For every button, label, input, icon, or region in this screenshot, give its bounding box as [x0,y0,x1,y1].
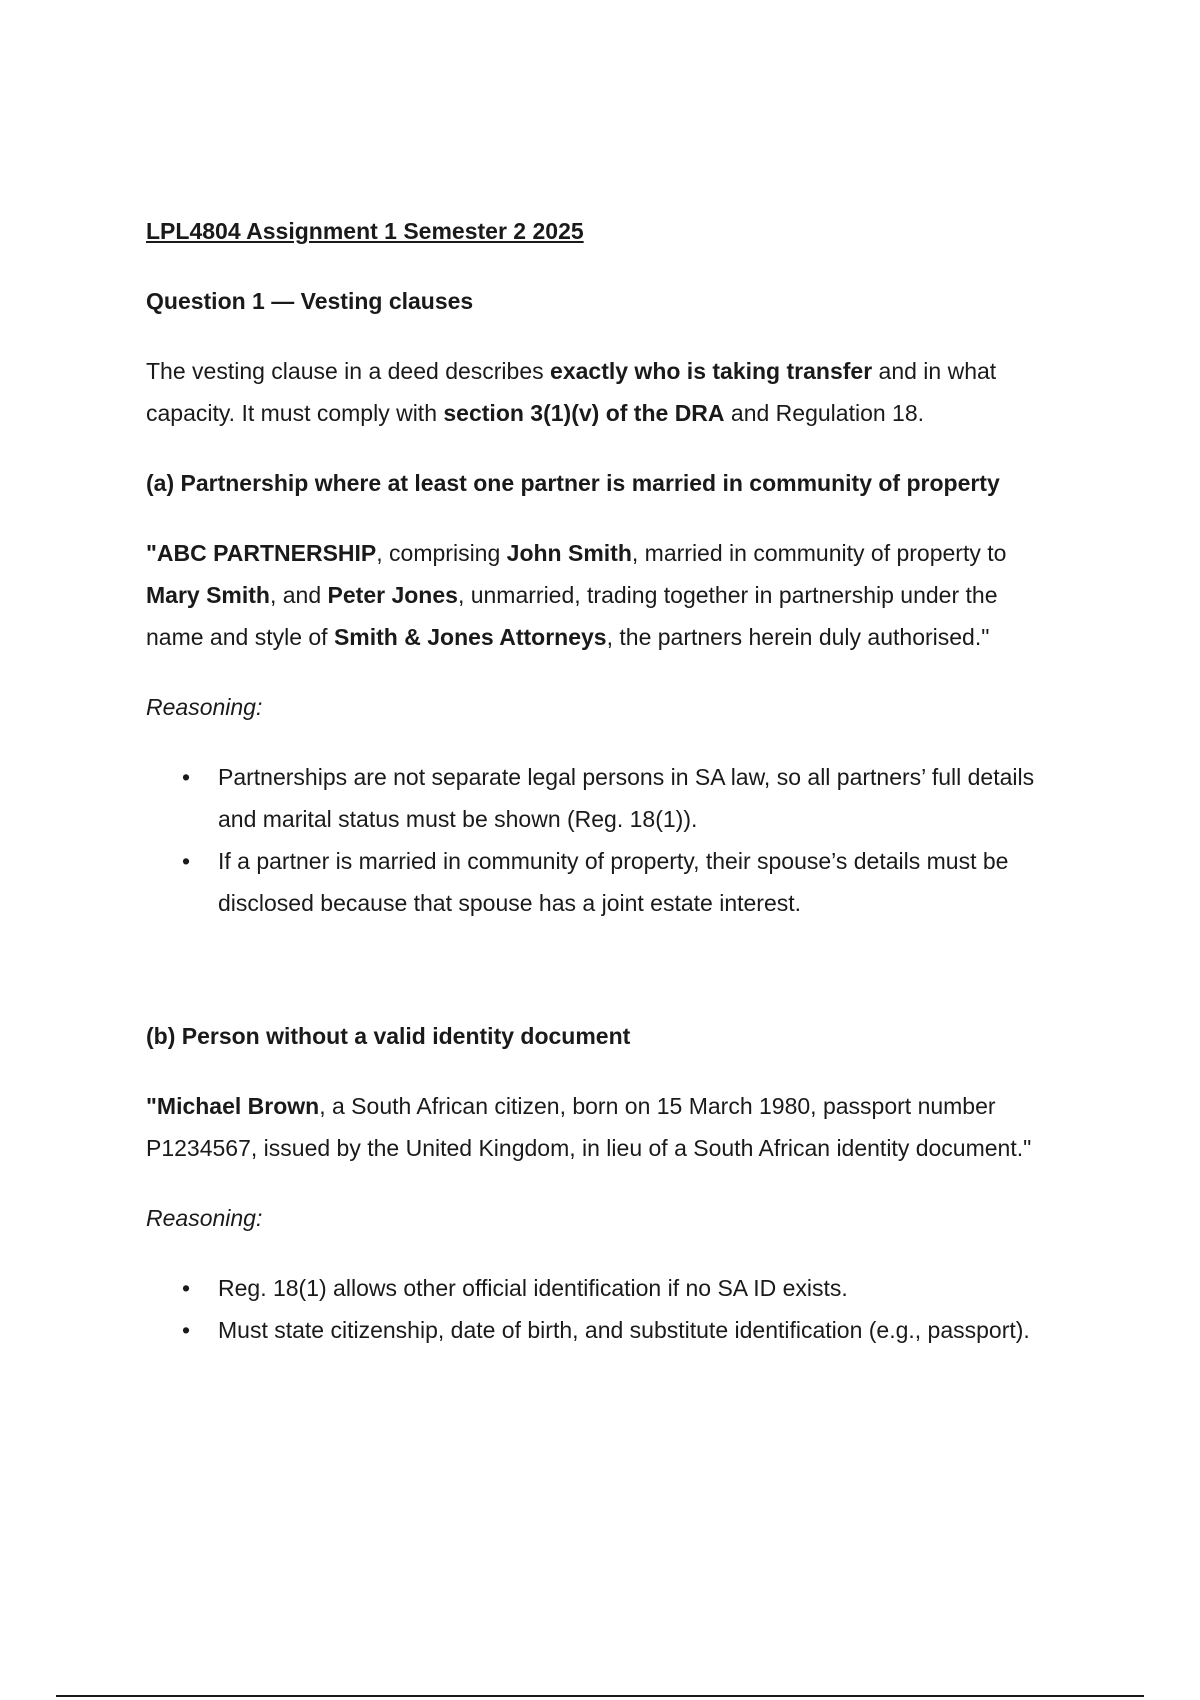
question-heading: Question 1 — Vesting clauses [146,288,474,314]
part-a-clause [146,532,1086,658]
list-item-text: and marital status must be shown (Reg. 18(1)). [218,806,698,832]
clause-text: , and [269,582,328,608]
bullet-icon: • [182,1317,191,1343]
list-item [146,1267,1086,1309]
bullet-icon: • [182,1275,191,1301]
bottom-divider [56,1695,1144,1697]
clause-bold: "Michael Brown [146,1093,320,1119]
list-item [146,1309,1086,1351]
clause-text: , a South African citizen, born on 15 March 1980, passport number [319,1093,996,1119]
list-item-text: Reg. 18(1) allows other official identification if no SA ID exists. [218,1275,848,1301]
part-a-reasoning-list [146,756,1086,924]
intro-bold: section 3(1)(v) of the DRA [443,400,725,426]
clause-text: , the partners herein duly authorised." [606,624,990,650]
list-item-text: Must state citizenship, date of birth, and substitute identification (e.g., passport). [218,1317,1030,1343]
document-page [146,210,1086,1351]
clause-text: , married in community of property to [631,540,1007,566]
list-item-text: Partnerships are not separate legal persons in SA law, so all partners’ full details [218,764,1035,790]
clause-bold: "ABC PARTNERSHIP [146,540,377,566]
part-b-reasoning-label: Reasoning: [146,1205,263,1231]
clause-bold: Smith & Jones Attorneys [333,624,607,650]
clause-bold: Mary Smith [146,582,270,608]
clause-bold: John Smith [506,540,632,566]
part-b-heading: (b) Person without a valid identity document [146,1023,631,1049]
clause-text: name and style of [146,624,334,650]
list-item [146,840,1086,924]
clause-text: , comprising [376,540,507,566]
intro-bold: exactly who is taking transfer [550,358,873,384]
clause-text: P1234567, issued by the United Kingdom, in lieu of a South African identity document." [146,1135,1032,1161]
part-a-reasoning-label: Reasoning: [146,694,263,720]
part-b-clause [146,1085,1086,1169]
intro-text: and Regulation 18. [724,400,925,426]
clause-bold: Peter Jones [327,582,458,608]
part-a-heading: (a) Partnership where at least one partner is married in community of property [146,470,1000,496]
list-item [146,756,1086,840]
clause-text: , unmarried, trading together in partnership under the [457,582,998,608]
bullet-icon: • [182,764,191,790]
bullet-icon: • [182,848,191,874]
intro-text: capacity. It must comply with [146,400,444,426]
intro-text: and in what [872,358,997,384]
intro-text: The vesting clause in a deed describes [146,358,551,384]
list-item-text: disclosed because that spouse has a joint estate interest. [218,890,802,916]
intro-paragraph [146,350,1086,434]
document-title: LPL4804 Assignment 1 Semester 2 2025 [146,218,584,244]
list-item-text: If a partner is married in community of property, their spouse’s details must be [218,848,1009,874]
part-b-reasoning-list [146,1267,1086,1351]
